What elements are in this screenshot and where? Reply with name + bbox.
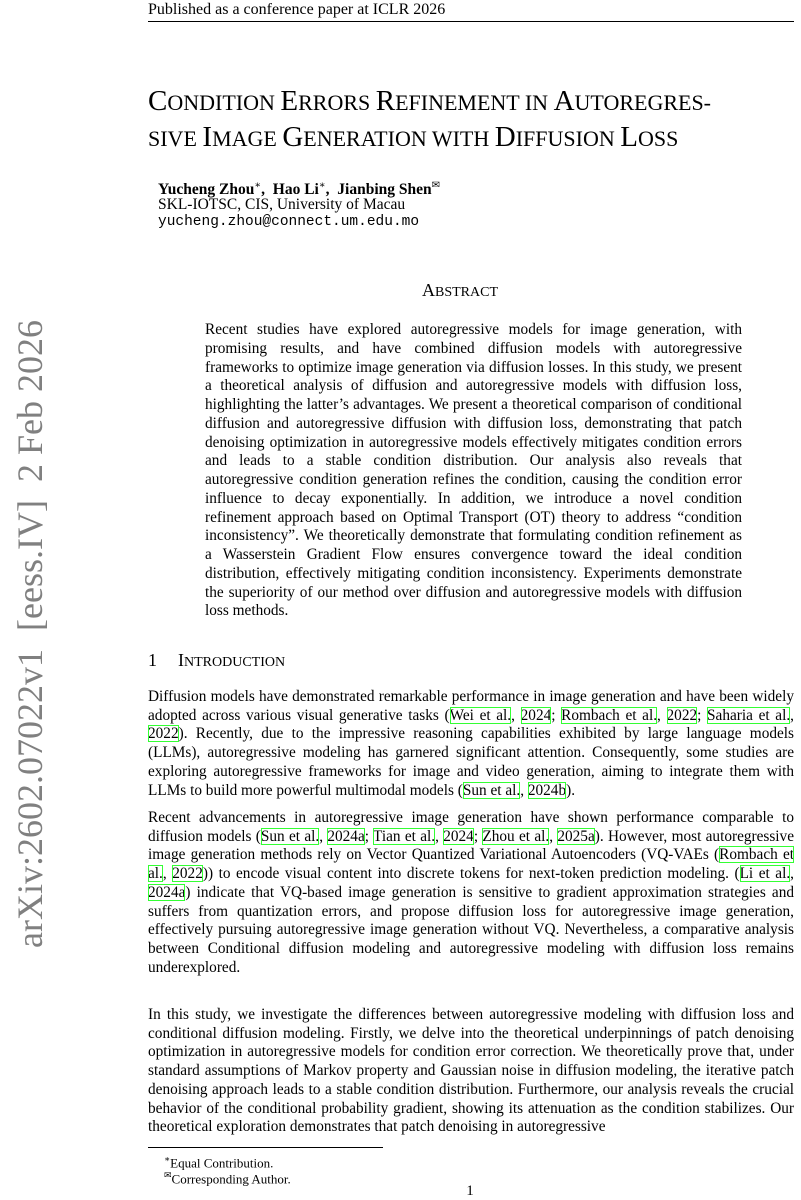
affiliation: SKL-IOTSC, CIS, University of Macau [158, 196, 406, 213]
equal-contribution-mark: ∗ [318, 180, 326, 191]
header-rule [148, 21, 794, 22]
citation-link[interactable]: Sun et al. [462, 781, 521, 799]
envelope-icon: ✉ [164, 1170, 172, 1180]
citation-link[interactable]: Zhou et al. [482, 827, 550, 845]
citation-link[interactable]: 2024b [527, 781, 567, 799]
arxiv-id-stamp: arXiv:2602.07022v1 [eess.IV] 2 Feb 2026 [10, 320, 50, 948]
citation-link[interactable]: Sun et al. [260, 827, 320, 845]
citation-link[interactable]: 2022 [666, 706, 698, 724]
author-name: Yucheng Zhou [158, 181, 255, 199]
abstract-heading: ABSTRACT [421, 280, 498, 300]
citation-link[interactable]: Rombach et al. [561, 706, 658, 724]
author-list: Yucheng Zhou∗, Hao Li∗, Jianbing Shen✉ [158, 180, 441, 199]
intro-paragraph-3: In this study, we investigate the differences between autoregressive modeling with diffusion loss and conditional diffusion modeling. Firstly, we delve into the theoretical underpinnings of patch denoising optimization in autoregressive models for condition error correction. We theoretically prove that, under standard assumptions of Markov property and Gaussian noise in diffusion modeling, the iterative patch denoising approach leads to a stable condition distribution. Furthermore, our analysis reveals the crucial behavior of the conditional probability gradient, showing its attenuation as the condition stabilizes. Our theoretical exploration demonstrates that patch denoising in autoregressive [148, 1006, 794, 1136]
citation-link[interactable]: 2024a [327, 827, 365, 845]
citation-link[interactable]: 2022 [172, 865, 203, 883]
equal-contribution-mark: ∗ [254, 180, 262, 191]
author-name: Jianbing Shen [337, 181, 432, 199]
intro-paragraph-1: Diffusion models have demonstrated remarkable performance in image generation and have been widely adopted across various visual generative tasks (Wei et al., 2024; Rombach et al., 2022; Saharia et al., 2022). Recently, due to the impressive reasoning capabilities exhibited by large language models (LLMs), autoregressive modeling has garnered significant attention. Consequently, some studies are exploring autoregressive frameworks for image and video generation, aiming to integrate them with LLMs to build more powerful multimodal models (Sun et al., 2024b). [148, 688, 794, 799]
citation-link[interactable]: Wei et al. [449, 706, 512, 724]
citation-link[interactable]: 2024 [520, 706, 552, 724]
section-heading-introduction: 1 INTRODUCTION [148, 650, 286, 670]
envelope-icon: ✉ [431, 180, 441, 191]
footnote-rule [148, 1147, 383, 1148]
arxiv-sidebar [0, 0, 60, 960]
running-header: Published as a conference paper at ICLR 2026 [148, 1, 446, 18]
citation-link[interactable]: Rombach et al. [148, 846, 794, 883]
paper-title [148, 84, 801, 156]
author-email[interactable]: yucheng.zhou@connect.um.edu.mo [158, 214, 420, 230]
citation-link[interactable]: 2024 [443, 827, 474, 845]
citation-link[interactable]: Li et al. [739, 865, 791, 883]
footnote-equal-contribution: ∗Equal Contribution. [164, 1154, 274, 1171]
title-line-1: CONDITION ERRORS REFINEMENT IN AUTOREGRES- [148, 85, 712, 117]
title-line-2: SIVE IMAGE GENERATION WITH DIFFUSION LOSS [148, 121, 679, 153]
footnote-corresponding-author: ✉Corresponding Author. [164, 1170, 291, 1187]
citation-link[interactable]: 2022 [148, 725, 179, 743]
citation-link[interactable]: 2024a [148, 883, 186, 901]
abstract-text: Recent studies have explored autoregressive models for image generation, with promising results, and have combined diffusion models with autoregressive frameworks to optimize image generation via diffusion losses. In this study, we present a theoretical analysis of diffusion and autoregressive models with diffusion loss, highlighting the latter’s advantages. We present a theoretical comparison of conditional diffusion and autoregressive diffusion with diffusion loss, demonstrating that patch denoising optimization in autoregressive models effectively mitigates condition errors and leads to a stable condition distribution. Our analysis also reveals that autoregressive condition generation refines the condition, causing the condition error influence to decay exponentially. In addition, we introduce a novel condition refinement approach based on Optimal Transport (OT) theory to address “condition inconsistency”. We theoretically demonstrate that formulating condition refinement as a Wasserstein Gradient Flow ensures convergence toward the ideal condition distribution, effectively mitigating condition inconsistency. Experiments demonstrate the superiority of our method over diffusion and autoregressive models with diffusion loss methods. [205, 321, 742, 620]
citation-link[interactable]: Tian et al. [373, 827, 436, 845]
intro-paragraph-2: Recent advancements in autoregressive image generation have shown performance comparable to diffusion models (Sun et al., 2024a; Tian et al., 2024; Zhou et al., 2025a). However, most autoregressive image generation methods rely on Vector Quantized Variational Autoencoders (VQ-VAEs (Rombach et al., 2022)) to encode visual content into discrete tokens for next-token prediction modeling. (Li et al., 2024a) indicate that VQ-based image generation is sensitive to gradient approximation strategies and suffers from quantization errors, and propose diffusion loss for autoregressive image generation, effectively pursuing autoregressive image generation without VQ. Nevertheless, a comparative analysis between Conditional diffusion modeling and autoregressive modeling with diffusion loss remains underexplored. [148, 809, 794, 976]
citation-link[interactable]: Saharia et al. [707, 706, 791, 724]
section-number: 1 [148, 650, 157, 670]
author-name: Hao Li [272, 181, 319, 199]
page-number: 1 [466, 1183, 474, 1199]
citation-link[interactable]: 2025a [557, 827, 595, 845]
